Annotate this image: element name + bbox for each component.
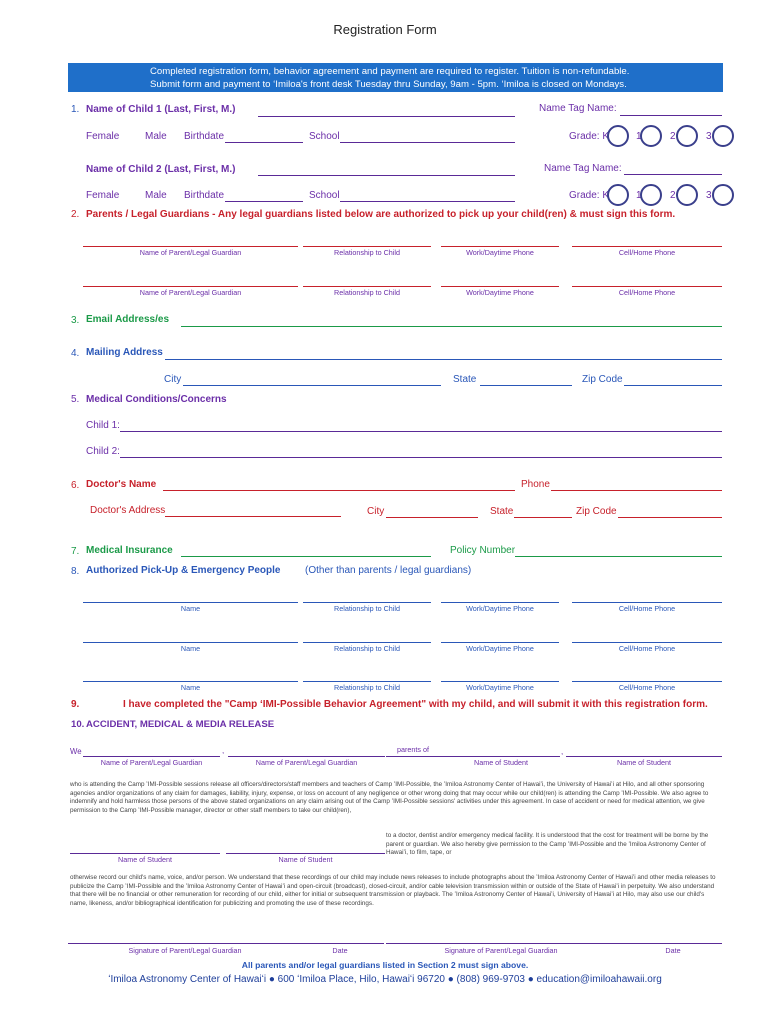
child1-grade-2-label: 2 [670,131,676,142]
guardian1-relationship-field[interactable] [303,246,431,247]
medical-child1-label: Child 1: [86,420,120,431]
doctor-phone-field[interactable] [551,490,722,491]
child1-grade-3-circle[interactable] [712,125,734,147]
release-parent1-caption: Name of Parent/Legal Guardian [100,758,203,767]
pickup1-relationship-field[interactable] [303,602,431,603]
release-student1-caption: Name of Student [474,758,528,767]
signature-2-field[interactable] [386,943,601,944]
section-3-number: 3. [71,315,80,326]
child1-grade-k-circle[interactable] [607,125,629,147]
section-5-number: 5. [71,394,80,405]
doctor-address-label: Doctor's Address [90,505,166,516]
pickup1-work-phone-field[interactable] [441,602,559,603]
doctor-zip-label: Zip Code [576,506,617,517]
child2-name-field[interactable] [258,175,515,176]
release-comma-1: , [222,746,225,755]
mailing-state-field[interactable] [480,385,572,386]
child1-grade-2-circle[interactable] [676,125,698,147]
guardian2-name-caption: Name of Parent/Legal Guardian [139,288,242,297]
pickup3-relationship-field[interactable] [303,681,431,682]
guardian1-work-phone-field[interactable] [441,246,559,247]
signature-1-caption: Signature of Parent/Legal Guardian [128,946,242,955]
doctor-state-field[interactable] [514,517,572,518]
insurance-field[interactable] [181,556,431,557]
child2-grade-1-circle[interactable] [640,184,662,206]
child2-school-label: School [309,190,340,201]
insurance-label: Medical Insurance [86,545,173,556]
child1-school-field[interactable] [340,142,515,143]
guardian2-work-phone-field[interactable] [441,286,559,287]
section-6-number: 6. [71,480,80,491]
medical-child2-label: Child 2: [86,446,120,457]
signature-notice: All parents and/or legal guardians listed in Section 2 must sign above. [241,960,529,970]
pickup2-name-caption: Name [180,644,201,653]
guardian1-work-phone-caption: Work/Daytime Phone [466,248,534,257]
release-parents-of-label: parents of [397,745,429,754]
mailing-city-field[interactable] [183,385,441,386]
release-parent1-field[interactable] [83,756,220,757]
section-2-number: 2. [71,209,80,220]
pickup3-cell-phone-field[interactable] [572,681,722,682]
child2-school-field[interactable] [340,201,515,202]
release-comma-2: , [561,747,564,756]
pickup1-name-field[interactable] [83,602,298,603]
guardian1-cell-phone-caption: Cell/Home Phone [618,248,676,257]
doctor-name-label: Doctor's Name [86,479,157,490]
pickup-label: Authorized Pick-Up & Emergency People [86,565,281,576]
child2-female-option[interactable]: Female [86,190,120,201]
release-student1-field[interactable] [386,756,560,757]
pickup2-name-field[interactable] [83,642,298,643]
section-8-number: 8. [71,566,80,577]
child2-birthdate-label: Birthdate [184,190,225,201]
section-4-number: 4. [71,348,80,359]
child1-name-field[interactable] [258,116,515,117]
child2-grade-1-label: 1 [636,190,642,201]
doctor-name-field[interactable] [163,490,515,491]
guardian2-cell-phone-caption: Cell/Home Phone [618,288,676,297]
mailing-zip-field[interactable] [624,385,722,386]
behavior-agreement-statement: I have completed the "Camp ʻIMI-Possible Behavior Agreement" with my child, and will submit it with this registration form. [123,699,708,710]
doctor-phone-label: Phone [521,479,550,490]
pickup1-work-phone-caption: Work/Daytime Phone [466,604,534,613]
mailing-address-field[interactable] [165,359,722,360]
child2-grade-k-circle[interactable] [607,184,629,206]
signature-1-field[interactable] [68,943,328,944]
page-title: Registration Form [333,22,437,37]
release-student3-field[interactable] [70,853,220,854]
child1-name-label: Name of Child 1 (Last, First, M.) [86,104,236,115]
pickup2-work-phone-field[interactable] [441,642,559,643]
mailing-address-label: Mailing Address [86,347,163,358]
pickup2-relationship-caption: Relationship to Child [334,644,400,653]
release-student4-field[interactable] [226,853,385,854]
doctor-state-label: State [490,506,514,517]
pickup3-name-field[interactable] [83,681,298,682]
medical-conditions-label: Medical Conditions/Concerns [86,394,227,405]
guardian2-work-phone-caption: Work/Daytime Phone [466,288,534,297]
pickup-note: (Other than parents / legal guardians) [305,565,472,576]
pickup2-cell-phone-field[interactable] [572,642,722,643]
guardian2-relationship-caption: Relationship to Child [334,288,400,297]
doctor-city-field[interactable] [386,517,478,518]
guardian1-cell-phone-field[interactable] [572,246,722,247]
child1-female-option[interactable]: Female [86,131,120,142]
mailing-state-label: State [453,374,477,385]
release-parent2-caption: Name of Parent/Legal Guardian [255,758,358,767]
child1-grade-1-label: 1 [636,131,642,142]
child1-name-tag-label: Name Tag Name: [539,103,617,114]
child1-grade-label: Grade: K [569,131,610,142]
section-9-number: 9. [71,699,80,710]
pickup3-cell-phone-caption: Cell/Home Phone [618,683,676,692]
release-heading: ACCIDENT, MEDICAL & MEDIA RELEASE [86,719,275,730]
child2-birthdate-field[interactable] [225,201,303,202]
doctor-address-field[interactable] [165,516,341,517]
child1-birthdate-label: Birthdate [184,131,225,142]
child2-grade-3-label: 3 [706,190,712,201]
release-paragraph-2: to a doctor, dentist and/or emergency medical facility. It is understood that the cost for treatment will be borne by the parent or guardian. We also hereby give permission to the Camp ʻIMI-Possible and the ʻImiloa Astronomy Center of Hawaiʻi, to film, tape, or [386,832,709,857]
policy-number-field[interactable] [515,556,722,557]
release-student2-caption: Name of Student [617,758,671,767]
child1-male-option[interactable]: Male [145,131,167,142]
release-parent2-field[interactable] [228,756,385,757]
email-field[interactable] [181,326,722,327]
release-student2-field[interactable] [566,756,722,757]
child2-male-option[interactable]: Male [145,190,167,201]
child2-grade-3-circle[interactable] [712,184,734,206]
date-2-caption: Date [665,946,681,955]
guardian2-relationship-field[interactable] [303,286,431,287]
child2-name-tag-label: Name Tag Name: [544,163,622,174]
section-10-number: 10. [71,719,85,730]
guardians-instructions: Parents / Legal Guardians - Any legal guardians listed below are authorized to pick up your child(ren) & must sign this form. [86,209,676,220]
medical-child2-field[interactable] [120,457,722,458]
release-paragraph-1: who is attending the Camp ʻIMI-Possible sessions release all officers/directors/staff members and teachers of Camp ʻIMI-Possible, the ʻImiloa Astronomy Center of Hawaiʻi, the University of Hawaiʻi at Hilo, and all other sponsoring agencies and/or organizations of any claim for damages, liability, injury, expense, or loss on account of any negligence or other wrong doing that may occur while our child(ren) is attending the Camp ʻIMI-Possible. We also agree to indemnify and hold harmless those persons of the above stated organizations on any claim arising out of the Camp ʻIMI-Possible sessions' activities under this agreement. In case of accident or need for medical attention, we give permission to the Camp ʻIMI-Possible manager, director or other staff members to take our child(ren), [70,781,709,814]
child1-name-tag-field[interactable] [620,115,722,116]
pickup3-work-phone-field[interactable] [441,681,559,682]
child2-grade-2-circle[interactable] [676,184,698,206]
child2-grade-2-label: 2 [670,190,676,201]
signature-2-caption: Signature of Parent/Legal Guardian [444,946,558,955]
guardian2-name-field[interactable] [83,286,298,287]
date-1-caption: Date [332,946,348,955]
medical-child1-field[interactable] [120,431,722,432]
release-paragraph-3: otherwise record our child's name, voice, and/or person. We understand that these recordings of our child may include news releases to include photographs about the ʻImiloa Astronomy Center of Hawaiʻi and other media releases to publicize the Camp ʻIMI-Possible and the ʻImiloa Astronomy Center of Hawaiʻi and open-circuit (broadcast), closed-circuit, and/or cable television transmission within or outside of the State of Hawaiʻi in perpetuity. We also understand that there will be no financial or other remuneration for recording of our child, either for initial or subsequent transmission or playback. The ʻImiloa Astronomy Center of Hawaiʻi, University of Hawaiʻi at Hilo, may also use our child's name, likeness, and/or bibliographical identification for publicizing and promoting the use of these recordings. [70,874,716,907]
email-label: Email Address/es [86,314,170,325]
release-student4-caption: Name of Student [278,855,333,864]
doctor-city-label: City [367,506,385,517]
info-banner [68,63,723,92]
child1-grade-3-label: 3 [706,131,712,142]
section-1-number: 1. [71,104,80,115]
pickup3-name-caption: Name [180,683,201,692]
mailing-city-label: City [164,374,182,385]
guardian1-name-caption: Name of Parent/Legal Guardian [139,248,242,257]
pickup2-cell-phone-caption: Cell/Home Phone [618,644,676,653]
pickup2-work-phone-caption: Work/Daytime Phone [466,644,534,653]
pickup1-relationship-caption: Relationship to Child [334,604,400,613]
section-7-number: 7. [71,546,80,557]
banner-line-2: Submit form and payment to ʻImiloa's front desk Tuesday thru Sunday, 9am - 5pm. ʻImiloa is closed on Mondays. [150,79,627,90]
release-student3-caption: Name of Student [118,855,172,864]
child2-grade-label: Grade: K [569,190,610,201]
mailing-zip-label: Zip Code [582,374,623,385]
date-1-field[interactable] [298,943,384,944]
doctor-zip-field[interactable] [618,517,722,518]
child1-grade-1-circle[interactable] [640,125,662,147]
release-we-label: We [70,747,82,756]
footer-contact: ʻImiloa Astronomy Center of Hawaiʻi ● 600 ʻImiloa Place, Hilo, Hawaiʻi 96720 ● (808) 969-9703 ● education@imiloahawaii.org [108,974,662,985]
pickup1-cell-phone-field[interactable] [572,602,722,603]
guardian1-name-field[interactable] [83,246,298,247]
guardian1-relationship-caption: Relationship to Child [334,248,400,257]
child2-name-label: Name of Child 2 (Last, First, M.) [86,164,236,175]
policy-number-label: Policy Number [450,545,516,556]
child1-birthdate-field[interactable] [225,142,303,143]
pickup1-name-caption: Name [180,604,201,613]
pickup1-cell-phone-caption: Cell/Home Phone [618,604,676,613]
guardian2-cell-phone-field[interactable] [572,286,722,287]
child2-name-tag-field[interactable] [624,174,722,175]
banner-line-1: Completed registration form, behavior agreement and payment are required to register. Tuition is non-refundable. [150,66,630,77]
pickup2-relationship-field[interactable] [303,642,431,643]
child1-school-label: School [309,131,340,142]
pickup3-relationship-caption: Relationship to Child [334,683,400,692]
date-2-field[interactable] [601,943,722,944]
pickup3-work-phone-caption: Work/Daytime Phone [466,683,534,692]
